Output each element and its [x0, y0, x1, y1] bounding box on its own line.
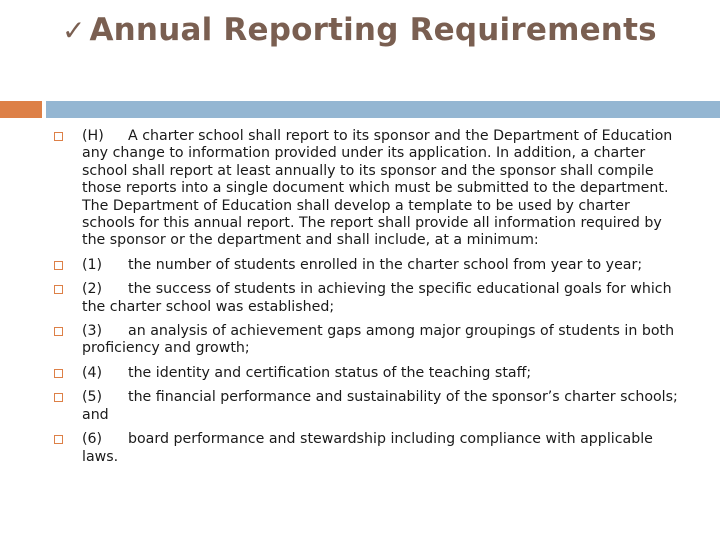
item-number: (2) [82, 281, 103, 298]
square-bullet-icon [54, 285, 63, 294]
list-item [54, 257, 680, 274]
slide-title-row [62, 12, 657, 48]
item-number: (H) [82, 128, 104, 144]
square-bullet-icon [54, 261, 63, 270]
item-number: (1) [82, 256, 103, 273]
item-text: board performance and stewardship including compliance with applicable laws. [82, 431, 653, 465]
list-item [54, 389, 680, 424]
item-text: the identity and certification status of the teaching staff; [128, 364, 532, 381]
item-text: an analysis of achievement gaps among major groupings of students in both proficiency and growth; [82, 323, 675, 357]
item-text: the success of students in achieving the specific educational goals for which the charter school was established; [82, 281, 672, 315]
list-item [54, 128, 680, 250]
list-item [54, 365, 680, 382]
item-text: A charter school shall report to its sponsor and the Department of Education any change to information provided under its application. In addition, a charter school shall report at least annually to its sponsor and the sponsor shall compile those reports into a single document which must be submitted to the department. The Department of Education shall develop a template to be used by charter schools for this annual report. The report shall provide all information required by the sponsor or the department and shall include, at a minimum: [82, 128, 673, 249]
bullet-list [54, 128, 680, 473]
item-number: (4) [82, 364, 103, 381]
square-bullet-icon [54, 435, 63, 444]
accent-bar-blue [46, 101, 720, 118]
list-item [54, 281, 680, 316]
list-item [54, 431, 680, 466]
item-number: (6) [82, 431, 103, 448]
square-bullet-icon [54, 369, 63, 378]
square-bullet-icon [54, 393, 63, 402]
square-bullet-icon [54, 327, 63, 336]
list-item [54, 323, 680, 358]
slide-title: Annual Reporting Requirements [89, 12, 657, 48]
square-bullet-icon [54, 132, 63, 141]
accent-bar-orange [0, 101, 42, 118]
item-number: (3) [82, 323, 103, 340]
item-text: the financial performance and sustainability of the sponsor’s charter schools; and [82, 389, 678, 423]
checkmark-icon: ✓ [62, 14, 86, 47]
item-number: (5) [82, 389, 103, 406]
item-text: the number of students enrolled in the charter school from year to year; [128, 256, 643, 273]
